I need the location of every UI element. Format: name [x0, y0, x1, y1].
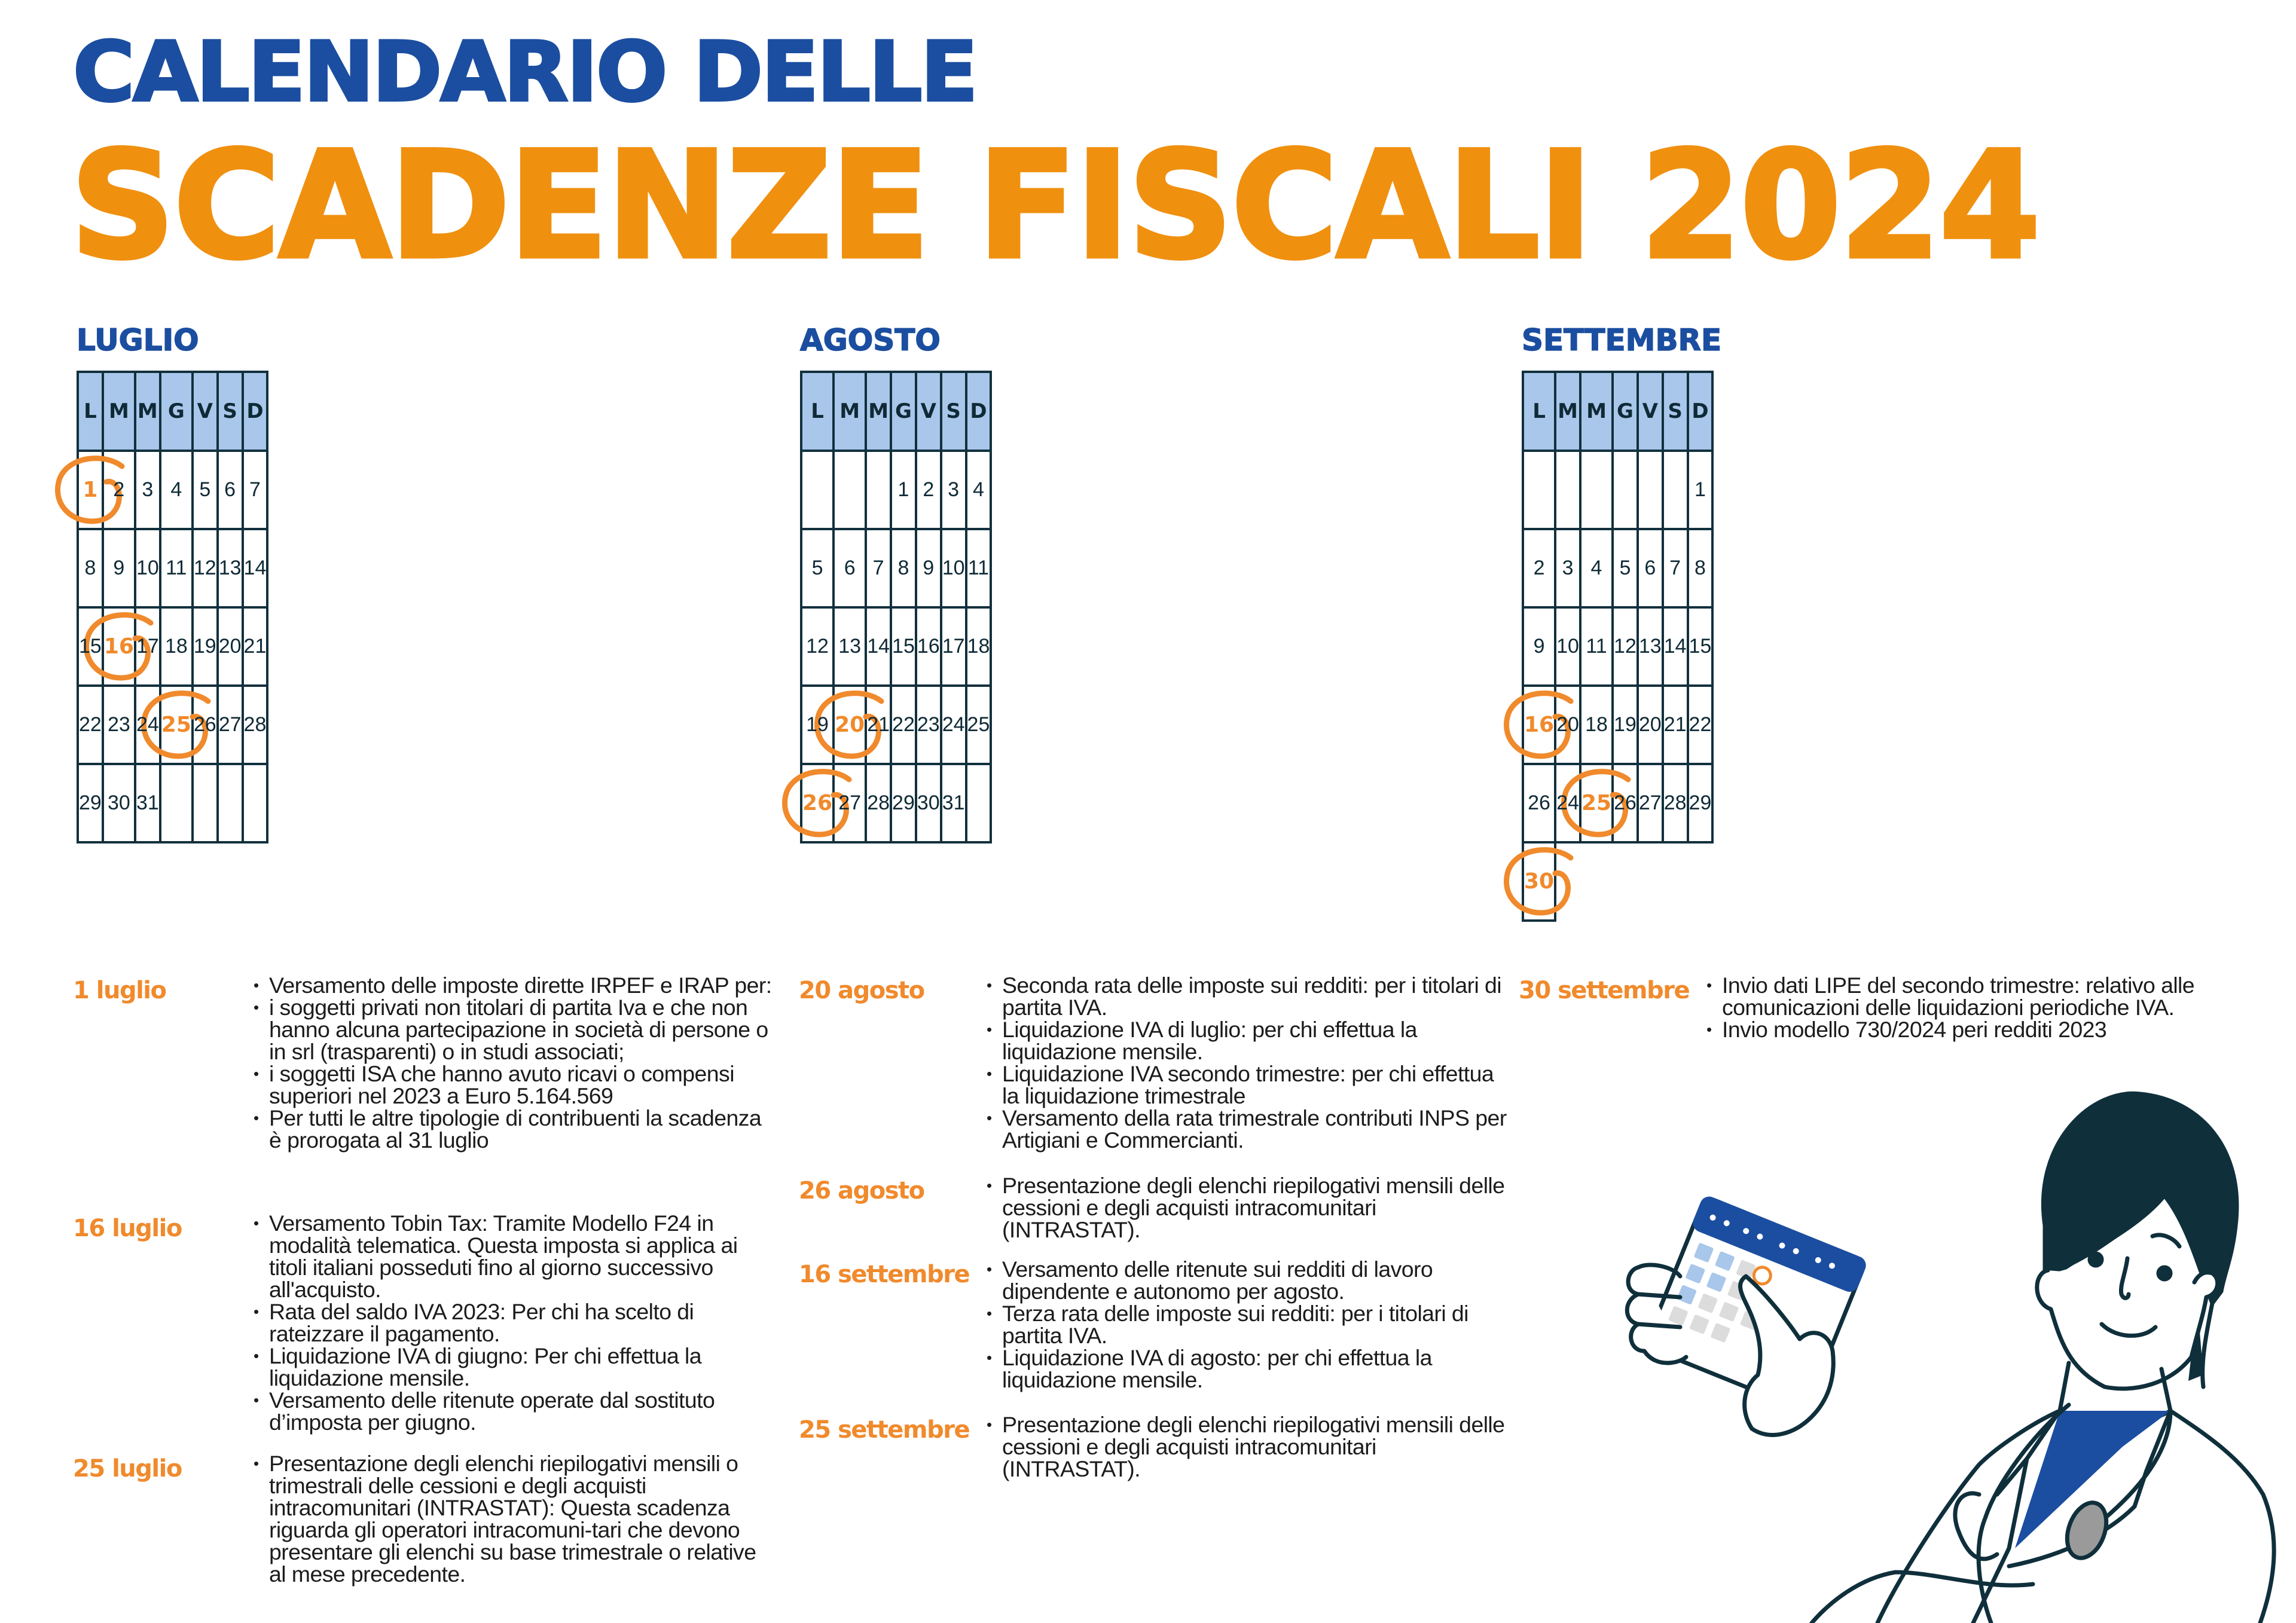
month-label: AGOSTO — [800, 323, 941, 357]
day-number: 24 — [942, 713, 965, 736]
day-cell — [160, 607, 193, 686]
deadline-day-cell — [833, 686, 866, 764]
day-cell — [866, 607, 891, 686]
day-cell — [941, 607, 966, 686]
day-number: 29 — [1689, 791, 1712, 814]
day-number: 31 — [136, 791, 159, 814]
empty-day-cell — [801, 451, 833, 529]
day-number: 27 — [1638, 791, 1662, 814]
weekday-header: V — [1638, 372, 1663, 451]
deadline-item: • Presentazione degli elenchi riepilogativi mensili delle cessioni e degli acquisti intracomunitari (INTRASTAT). — [985, 1414, 1512, 1480]
day-cell — [1663, 764, 1688, 842]
day-cell — [966, 686, 991, 764]
day-cell — [941, 451, 966, 529]
weekday-header-row — [78, 372, 267, 451]
weekday-header: S — [218, 372, 243, 451]
weekday-header-row — [1523, 372, 1712, 451]
deadline-items — [252, 1212, 778, 1434]
day-number: 28 — [1663, 791, 1687, 814]
week-row — [78, 529, 267, 607]
day-cell — [916, 686, 941, 764]
day-cell — [243, 451, 268, 529]
day-number: 19 — [806, 713, 829, 736]
deadline-day-cell — [801, 764, 833, 842]
day-number: 30 — [1524, 869, 1555, 894]
day-cell — [135, 607, 160, 686]
day-cell — [135, 529, 160, 607]
day-number: 24 — [136, 713, 159, 736]
blank-space — [1663, 842, 1688, 921]
day-number: 7 — [249, 478, 261, 501]
doctor-illustration — [1614, 1076, 2296, 1623]
week-row — [1523, 686, 1712, 764]
deadline-item: • Seconda rata delle imposte sui redditi: per i titolari di partita IVA. — [985, 974, 1512, 1019]
day-number: 8 — [1694, 557, 1706, 579]
day-cell — [1580, 607, 1613, 686]
day-number: 9 — [113, 557, 125, 579]
blank-space — [1580, 842, 1613, 921]
day-cell — [891, 529, 916, 607]
day-cell — [1523, 764, 1555, 842]
day-number: 15 — [1689, 635, 1712, 658]
day-cell — [1523, 607, 1555, 686]
day-number: 3 — [948, 478, 960, 501]
day-cell — [193, 451, 218, 529]
deadline-items — [1705, 974, 2243, 1041]
day-number: 12 — [806, 635, 829, 658]
title-line-2: SCADENZE FISCALI 2024 — [71, 121, 2039, 292]
deadline-item: • Presentazione degli elenchi riepilogativi mensili delle cessioni e degli acquisti intracomunitari (INTRASTAT). — [985, 1175, 1512, 1241]
day-cell — [218, 686, 243, 764]
weekday-header: D — [1688, 372, 1713, 451]
day-cell — [801, 529, 833, 607]
day-number: 1 — [83, 478, 98, 502]
day-number: 12 — [193, 557, 216, 579]
week-row — [78, 451, 267, 529]
deadline-day-cell — [1523, 842, 1555, 921]
deadline-item: • Versamento della rata trimestrale contributi INPS per Artigiani e Commercianti. — [985, 1107, 1512, 1151]
day-number: 5 — [199, 478, 211, 501]
day-number: 18 — [967, 635, 990, 658]
day-number: 13 — [838, 635, 862, 658]
day-cell — [78, 686, 103, 764]
day-number: 19 — [1614, 713, 1636, 736]
day-cell — [891, 451, 916, 529]
day-number: 10 — [942, 557, 965, 579]
deadline-item: • Rata del saldo IVA 2023: Per chi ha scelto di rateizzare il pagamento. — [252, 1301, 778, 1345]
deadline-date: 20 agosto — [799, 977, 924, 1004]
day-cell — [1555, 764, 1580, 842]
deadline-date: 25 luglio — [73, 1455, 182, 1483]
day-number: 6 — [224, 478, 236, 501]
day-number: 8 — [897, 557, 909, 579]
day-number: 16 — [917, 635, 940, 658]
day-number: 4 — [972, 478, 984, 501]
deadline-item: • Terza rata delle imposte sui redditi: per i titolari di partita IVA. — [985, 1303, 1512, 1347]
day-cell — [243, 686, 268, 764]
day-cell — [866, 686, 891, 764]
day-number: 3 — [142, 478, 154, 501]
day-cell — [1638, 764, 1663, 842]
deadline-date: 25 settembre — [799, 1416, 970, 1444]
week-row — [1523, 764, 1712, 842]
deadline-item: • Versamento delle imposte dirette IRPEF e IRAP per: — [252, 974, 778, 997]
deadline-day-cell — [1523, 686, 1555, 764]
day-cell — [78, 764, 103, 842]
deadline-items — [985, 1258, 1512, 1391]
day-number: 3 — [1562, 557, 1574, 579]
day-number: 30 — [917, 791, 940, 814]
day-cell — [103, 764, 135, 842]
day-cell — [103, 686, 135, 764]
empty-day-cell — [833, 451, 866, 529]
day-cell — [160, 529, 193, 607]
day-number: 2 — [923, 478, 935, 501]
deadline-items — [985, 1414, 1512, 1480]
day-cell — [916, 607, 941, 686]
weekday-header: S — [1663, 372, 1688, 451]
calendar-grid — [1522, 371, 1714, 922]
day-number: 4 — [1590, 557, 1602, 579]
day-cell — [1555, 686, 1580, 764]
deadline-items — [252, 1453, 778, 1585]
day-cell — [801, 607, 833, 686]
empty-day-cell — [866, 451, 891, 529]
day-number: 23 — [917, 713, 940, 736]
deadline-item: • Liquidazione IVA di giugno: Per chi effettua la liquidazione mensile. — [252, 1345, 778, 1389]
empty-day-cell — [1523, 451, 1555, 529]
day-number: 10 — [1556, 635, 1579, 658]
day-number: 1 — [897, 478, 909, 501]
deadline-item: • i soggetti ISA che hanno avuto ricavi o compensi superiori nel 2023 a Euro 5.164.569 — [252, 1063, 778, 1107]
day-number: 6 — [1644, 557, 1656, 579]
week-row — [801, 764, 991, 842]
day-cell — [103, 451, 135, 529]
day-cell — [78, 529, 103, 607]
deadline-date: 26 agosto — [799, 1177, 924, 1205]
deadline-items — [252, 974, 778, 1151]
day-number: 24 — [1556, 791, 1579, 814]
day-cell — [1663, 686, 1688, 764]
empty-day-cell — [1613, 451, 1638, 529]
deadline-day-cell — [1580, 764, 1613, 842]
day-cell — [243, 529, 268, 607]
day-cell — [833, 607, 866, 686]
weekday-header: G — [160, 372, 193, 451]
day-number: 1 — [1694, 478, 1706, 501]
day-number: 18 — [1585, 713, 1608, 736]
empty-day-cell — [1638, 451, 1663, 529]
day-number: 21 — [1663, 713, 1687, 736]
empty-day-cell — [160, 764, 193, 842]
deadline-item: • Versamento delle ritenute sui redditi di lavoro dipendente e autonomo per agosto. — [985, 1258, 1512, 1303]
day-cell — [866, 764, 891, 842]
empty-day-cell — [193, 764, 218, 842]
blank-space — [1688, 842, 1713, 921]
day-cell — [135, 451, 160, 529]
day-number: 5 — [811, 557, 823, 579]
week-row — [1523, 529, 1712, 607]
calendar-grid — [77, 371, 268, 843]
day-number: 8 — [84, 557, 96, 579]
day-number: 14 — [243, 557, 267, 579]
deadline-item: • Liquidazione IVA di agosto: per chi effettua la liquidazione mensile. — [985, 1347, 1512, 1391]
week-row — [78, 607, 267, 686]
day-cell — [218, 529, 243, 607]
day-cell — [103, 529, 135, 607]
day-cell — [941, 529, 966, 607]
day-number: 22 — [892, 713, 915, 736]
day-cell — [1613, 686, 1638, 764]
blank-space — [1638, 842, 1663, 921]
day-cell — [833, 529, 866, 607]
day-number: 12 — [1614, 635, 1636, 658]
day-number: 19 — [193, 635, 216, 658]
day-cell — [1613, 529, 1638, 607]
weekday-header-row — [801, 372, 991, 451]
calendar-grid — [800, 371, 992, 843]
day-cell — [1638, 607, 1663, 686]
weekday-header: L — [801, 372, 833, 451]
title-line-1: CALENDARIO DELLE — [73, 24, 976, 120]
week-row — [801, 607, 991, 686]
day-number: 6 — [844, 557, 856, 579]
week-row — [1523, 451, 1712, 529]
weekday-header: M — [135, 372, 160, 451]
day-number: 26 — [1614, 791, 1636, 814]
deadline-date: 1 luglio — [73, 977, 166, 1004]
day-number: 28 — [867, 791, 890, 814]
day-cell — [218, 607, 243, 686]
day-number: 21 — [243, 635, 267, 658]
day-number: 20 — [835, 713, 865, 737]
day-number: 7 — [1669, 557, 1681, 579]
day-cell — [78, 607, 103, 686]
week-row — [78, 764, 267, 842]
day-number: 10 — [136, 557, 159, 579]
weekday-header: M — [1555, 372, 1580, 451]
day-number: 11 — [967, 557, 990, 579]
day-number: 9 — [1533, 635, 1545, 658]
weekday-header: S — [941, 372, 966, 451]
day-cell — [1580, 529, 1613, 607]
day-cell — [866, 529, 891, 607]
day-number: 26 — [802, 791, 833, 815]
day-cell — [891, 686, 916, 764]
weekday-header: L — [1523, 372, 1555, 451]
day-cell — [1688, 451, 1713, 529]
day-cell — [916, 451, 941, 529]
day-cell — [966, 451, 991, 529]
day-cell — [193, 607, 218, 686]
day-cell — [1663, 607, 1688, 686]
day-cell — [916, 529, 941, 607]
day-number: 15 — [892, 635, 915, 658]
weekday-header: V — [193, 372, 218, 451]
deadline-item: • Versamento Tobin Tax: Tramite Modello F24 in modalità telematica. Questa imposta si applica ai titoli italiani posseduti fino al giorno successivo all'acquisto. — [252, 1212, 778, 1301]
day-cell — [801, 686, 833, 764]
weekday-header: V — [916, 372, 941, 451]
day-cell — [135, 686, 160, 764]
day-number: 18 — [164, 635, 188, 658]
doctor-holding-calendar-icon — [1614, 1076, 2296, 1623]
day-number: 27 — [218, 713, 242, 736]
day-number: 29 — [79, 791, 102, 814]
day-number: 31 — [942, 791, 965, 814]
deadline-items — [985, 974, 1512, 1151]
day-cell — [941, 764, 966, 842]
day-cell — [916, 764, 941, 842]
week-row — [78, 686, 267, 764]
empty-day-cell — [218, 764, 243, 842]
week-row — [1523, 607, 1712, 686]
day-number: 26 — [1528, 791, 1550, 814]
day-number: 7 — [872, 557, 884, 579]
weekday-header: M — [833, 372, 866, 451]
deadline-item: • i soggetti privati non titolari di partita Iva e che non hanno alcuna partecipazione in società di persone o in srl (trasparenti) o in studi associati; — [252, 997, 778, 1063]
day-cell — [193, 529, 218, 607]
day-number: 23 — [107, 713, 130, 736]
week-row — [801, 451, 991, 529]
deadline-day-cell — [103, 607, 135, 686]
day-cell — [1613, 607, 1638, 686]
day-cell — [135, 764, 160, 842]
week-row — [1523, 842, 1712, 921]
day-cell — [243, 607, 268, 686]
day-number: 20 — [1556, 713, 1579, 736]
month-label: SETTEMBRE — [1522, 323, 1722, 357]
day-cell — [1663, 529, 1688, 607]
deadline-day-cell — [78, 451, 103, 529]
day-cell — [218, 451, 243, 529]
day-number: 28 — [243, 713, 267, 736]
day-cell — [1688, 764, 1713, 842]
day-number: 16 — [103, 634, 134, 659]
day-number: 14 — [867, 635, 890, 658]
deadline-day-cell — [160, 686, 193, 764]
day-cell — [1688, 607, 1713, 686]
day-cell — [1688, 529, 1713, 607]
deadline-items — [985, 1175, 1512, 1241]
weekday-header: D — [966, 372, 991, 451]
day-number: 26 — [193, 713, 216, 736]
deadline-date: 16 settembre — [799, 1261, 970, 1288]
day-cell — [891, 764, 916, 842]
day-number: 25 — [967, 713, 990, 736]
day-number: 2 — [1533, 557, 1545, 579]
day-cell — [1555, 607, 1580, 686]
deadline-item: • Per tutti le altre tipologie di contribuenti la scadenza è prorogata al 31 luglio — [252, 1107, 778, 1151]
blank-space — [1613, 842, 1638, 921]
weekday-header: M — [103, 372, 135, 451]
deadline-item: • Liquidazione IVA secondo trimestre: per chi effettua la liquidazione trimestrale — [985, 1063, 1512, 1107]
deadline-date: 30 settembre — [1519, 977, 1690, 1004]
deadline-item: • Invio modello 730/2024 peri redditi 2023 — [1705, 1019, 2243, 1041]
month-label: LUGLIO — [77, 323, 199, 357]
day-number: 20 — [218, 635, 242, 658]
day-cell — [941, 686, 966, 764]
deadline-item: • Invio dati LIPE del secondo trimestre: relativo alle comunicazioni delle liquidazioni periodiche IVA. — [1705, 974, 2243, 1019]
day-number: 9 — [923, 557, 935, 579]
day-cell — [1613, 764, 1638, 842]
day-number: 20 — [1638, 713, 1662, 736]
empty-day-cell — [966, 764, 991, 842]
weekday-header: L — [78, 372, 103, 451]
day-number: 14 — [1663, 635, 1687, 658]
day-number: 11 — [166, 557, 187, 579]
day-number: 21 — [867, 713, 890, 736]
empty-day-cell — [1663, 451, 1688, 529]
weekday-header: G — [891, 372, 916, 451]
day-cell — [966, 607, 991, 686]
day-cell — [1523, 529, 1555, 607]
day-cell — [1638, 529, 1663, 607]
day-number: 25 — [1581, 791, 1612, 815]
weekday-header: M — [1580, 372, 1613, 451]
day-number: 22 — [79, 713, 102, 736]
day-number: 27 — [838, 791, 862, 814]
deadline-date: 16 luglio — [73, 1215, 182, 1242]
day-cell — [1638, 686, 1663, 764]
day-cell — [891, 607, 916, 686]
day-number: 17 — [942, 635, 965, 658]
deadline-item: • Presentazione degli elenchi riepilogativi mensili o trimestrali delle cessioni e degli acquisti intracomunitari (INTRASTAT): Questa scadenza riguarda gli operatori intracomuni-tari che devono presentare gli elenchi su base trimestrale o relative al mese precedente. — [252, 1453, 778, 1585]
week-row — [801, 529, 991, 607]
deadline-item: • Liquidazione IVA di luglio: per chi effettua la liquidazione mensile. — [985, 1019, 1512, 1063]
weekday-header: G — [1613, 372, 1638, 451]
day-cell — [833, 764, 866, 842]
empty-day-cell — [1580, 451, 1613, 529]
day-number: 13 — [1638, 635, 1662, 658]
day-number: 17 — [136, 635, 159, 658]
day-number: 13 — [218, 557, 242, 579]
day-number: 11 — [1586, 635, 1607, 658]
day-cell — [966, 529, 991, 607]
day-number: 29 — [892, 791, 915, 814]
weekday-header: M — [866, 372, 891, 451]
day-number: 22 — [1689, 713, 1712, 736]
day-cell — [193, 686, 218, 764]
day-cell — [160, 451, 193, 529]
empty-day-cell — [243, 764, 268, 842]
day-number: 30 — [107, 791, 130, 814]
empty-day-cell — [1555, 451, 1580, 529]
deadline-item: • Versamento delle ritenute operate dal sostituto d’imposta per giugno. — [252, 1389, 778, 1434]
day-number: 4 — [170, 478, 182, 501]
day-cell — [1580, 686, 1613, 764]
day-number: 25 — [161, 713, 191, 737]
day-number: 16 — [1524, 713, 1555, 737]
blank-space — [1555, 842, 1580, 921]
day-number: 2 — [113, 478, 125, 501]
weekday-header: D — [243, 372, 268, 451]
day-number: 5 — [1619, 557, 1631, 579]
day-cell — [1555, 529, 1580, 607]
day-number: 15 — [79, 635, 102, 658]
day-cell — [1688, 686, 1713, 764]
week-row — [801, 686, 991, 764]
